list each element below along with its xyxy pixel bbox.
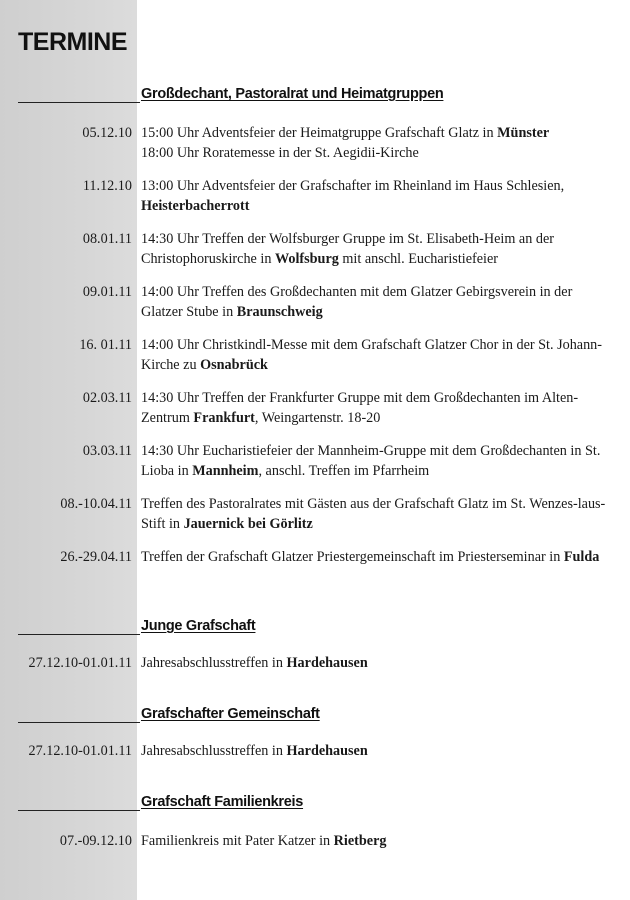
event-text: Jahresabschlusstreffen in Hardehausen bbox=[141, 655, 368, 671]
event-text: Treffen des Pastoralrates mit Gästen aus der Grafschaft Glatz im St. Wenzes-laus-Stift in Jauernick bei Görlitz bbox=[141, 496, 606, 532]
event-location: Jauernick bei Görlitz bbox=[183, 516, 313, 532]
section-rule bbox=[18, 810, 140, 811]
section-title: Großdechant, Pastoralrat und Heimatgruppen bbox=[141, 86, 444, 102]
event-date: 08.01.11 bbox=[82, 231, 132, 247]
section-rule bbox=[18, 634, 140, 635]
event-date: 02.03.11 bbox=[82, 390, 132, 406]
event-location: Osnabrück bbox=[200, 357, 268, 373]
event-text: 14:30 Uhr Eucharistiefeier der Mannheim-Gruppe mit dem Großdechanten in St. Lioba in Mannheim, anschl. Treffen im Pfarrheim bbox=[141, 443, 601, 479]
event-location: Frankfurt bbox=[193, 410, 255, 426]
event-text: 15:00 Uhr Adventsfeier der Heimatgruppe Grafschaft Glatz in Münster 18:00 Uhr Roratemesse in der St. Aegidii-Kirche bbox=[141, 125, 550, 161]
event-location: Rietberg bbox=[333, 833, 387, 849]
event-text: 14:00 Uhr Treffen des Großdechanten mit dem Glatzer Gebirgsverein in der Glatzer Stube in Braunschweig bbox=[141, 284, 573, 320]
event-text: 14:00 Uhr Christkindl-Messe mit dem Grafschaft Glatzer Chor in der St. Johann-Kirche zu Osnabrück bbox=[141, 337, 603, 373]
event-text: Jahresabschlusstreffen in Hardehausen bbox=[141, 743, 368, 759]
page-title: TERMINE bbox=[18, 28, 127, 56]
event-date: 08.-10.04.11 bbox=[60, 496, 132, 512]
section-title: Junge Grafschaft bbox=[141, 618, 256, 634]
event-location: Braunschweig bbox=[236, 304, 323, 320]
event-text: 14:30 Uhr Treffen der Frankfurter Gruppe mit dem Großdechanten im Alten-Zentrum Frankfurt, Weingartenstr. 18-20 bbox=[141, 390, 579, 426]
event-date: 05.12.10 bbox=[82, 125, 132, 141]
event-text: Familienkreis mit Pater Katzer in Rietberg bbox=[141, 833, 387, 849]
event-date: 09.01.11 bbox=[82, 284, 132, 300]
event-location: Wolfsburg bbox=[274, 251, 339, 267]
event-date: 27.12.10-01.01.11 bbox=[28, 655, 132, 671]
event-location: Hardehausen bbox=[286, 743, 368, 759]
section-title: Grafschafter Gemeinschaft bbox=[141, 706, 320, 722]
section-rule bbox=[18, 722, 140, 723]
event-location: Hardehausen bbox=[286, 655, 368, 671]
event-location: Mannheim bbox=[192, 463, 259, 479]
event-date: 16. 01.11 bbox=[79, 337, 132, 353]
event-location: Münster bbox=[497, 125, 550, 141]
event-text: 13:00 Uhr Adventsfeier der Grafschafter im Rheinland im Haus Schlesien, Heisterbacherrott bbox=[141, 178, 565, 214]
event-second-line: 18:00 Uhr Roratemesse in der St. Aegidii-Kirche bbox=[141, 145, 419, 161]
event-date: 03.03.11 bbox=[82, 443, 132, 459]
event-date: 27.12.10-01.01.11 bbox=[28, 743, 132, 759]
section-title: Grafschaft Familienkreis bbox=[141, 794, 304, 810]
event-text: Treffen der Grafschaft Glatzer Priestergemeinschaft im Priesterseminar in Fulda bbox=[141, 549, 600, 565]
event-location: Fulda bbox=[563, 549, 600, 565]
section-rule bbox=[18, 102, 140, 103]
event-text: 14:30 Uhr Treffen der Wolfsburger Gruppe im St. Elisabeth-Heim an der Christophoruskirche in Wolfsburg mit anschl. Eucharistiefeier bbox=[141, 231, 554, 267]
event-date: 11.12.10 bbox=[82, 178, 132, 194]
event-date: 26.-29.04.11 bbox=[60, 549, 132, 565]
event-location: Heisterbacherrott bbox=[141, 198, 250, 214]
event-date: 07.-09.12.10 bbox=[59, 833, 132, 849]
